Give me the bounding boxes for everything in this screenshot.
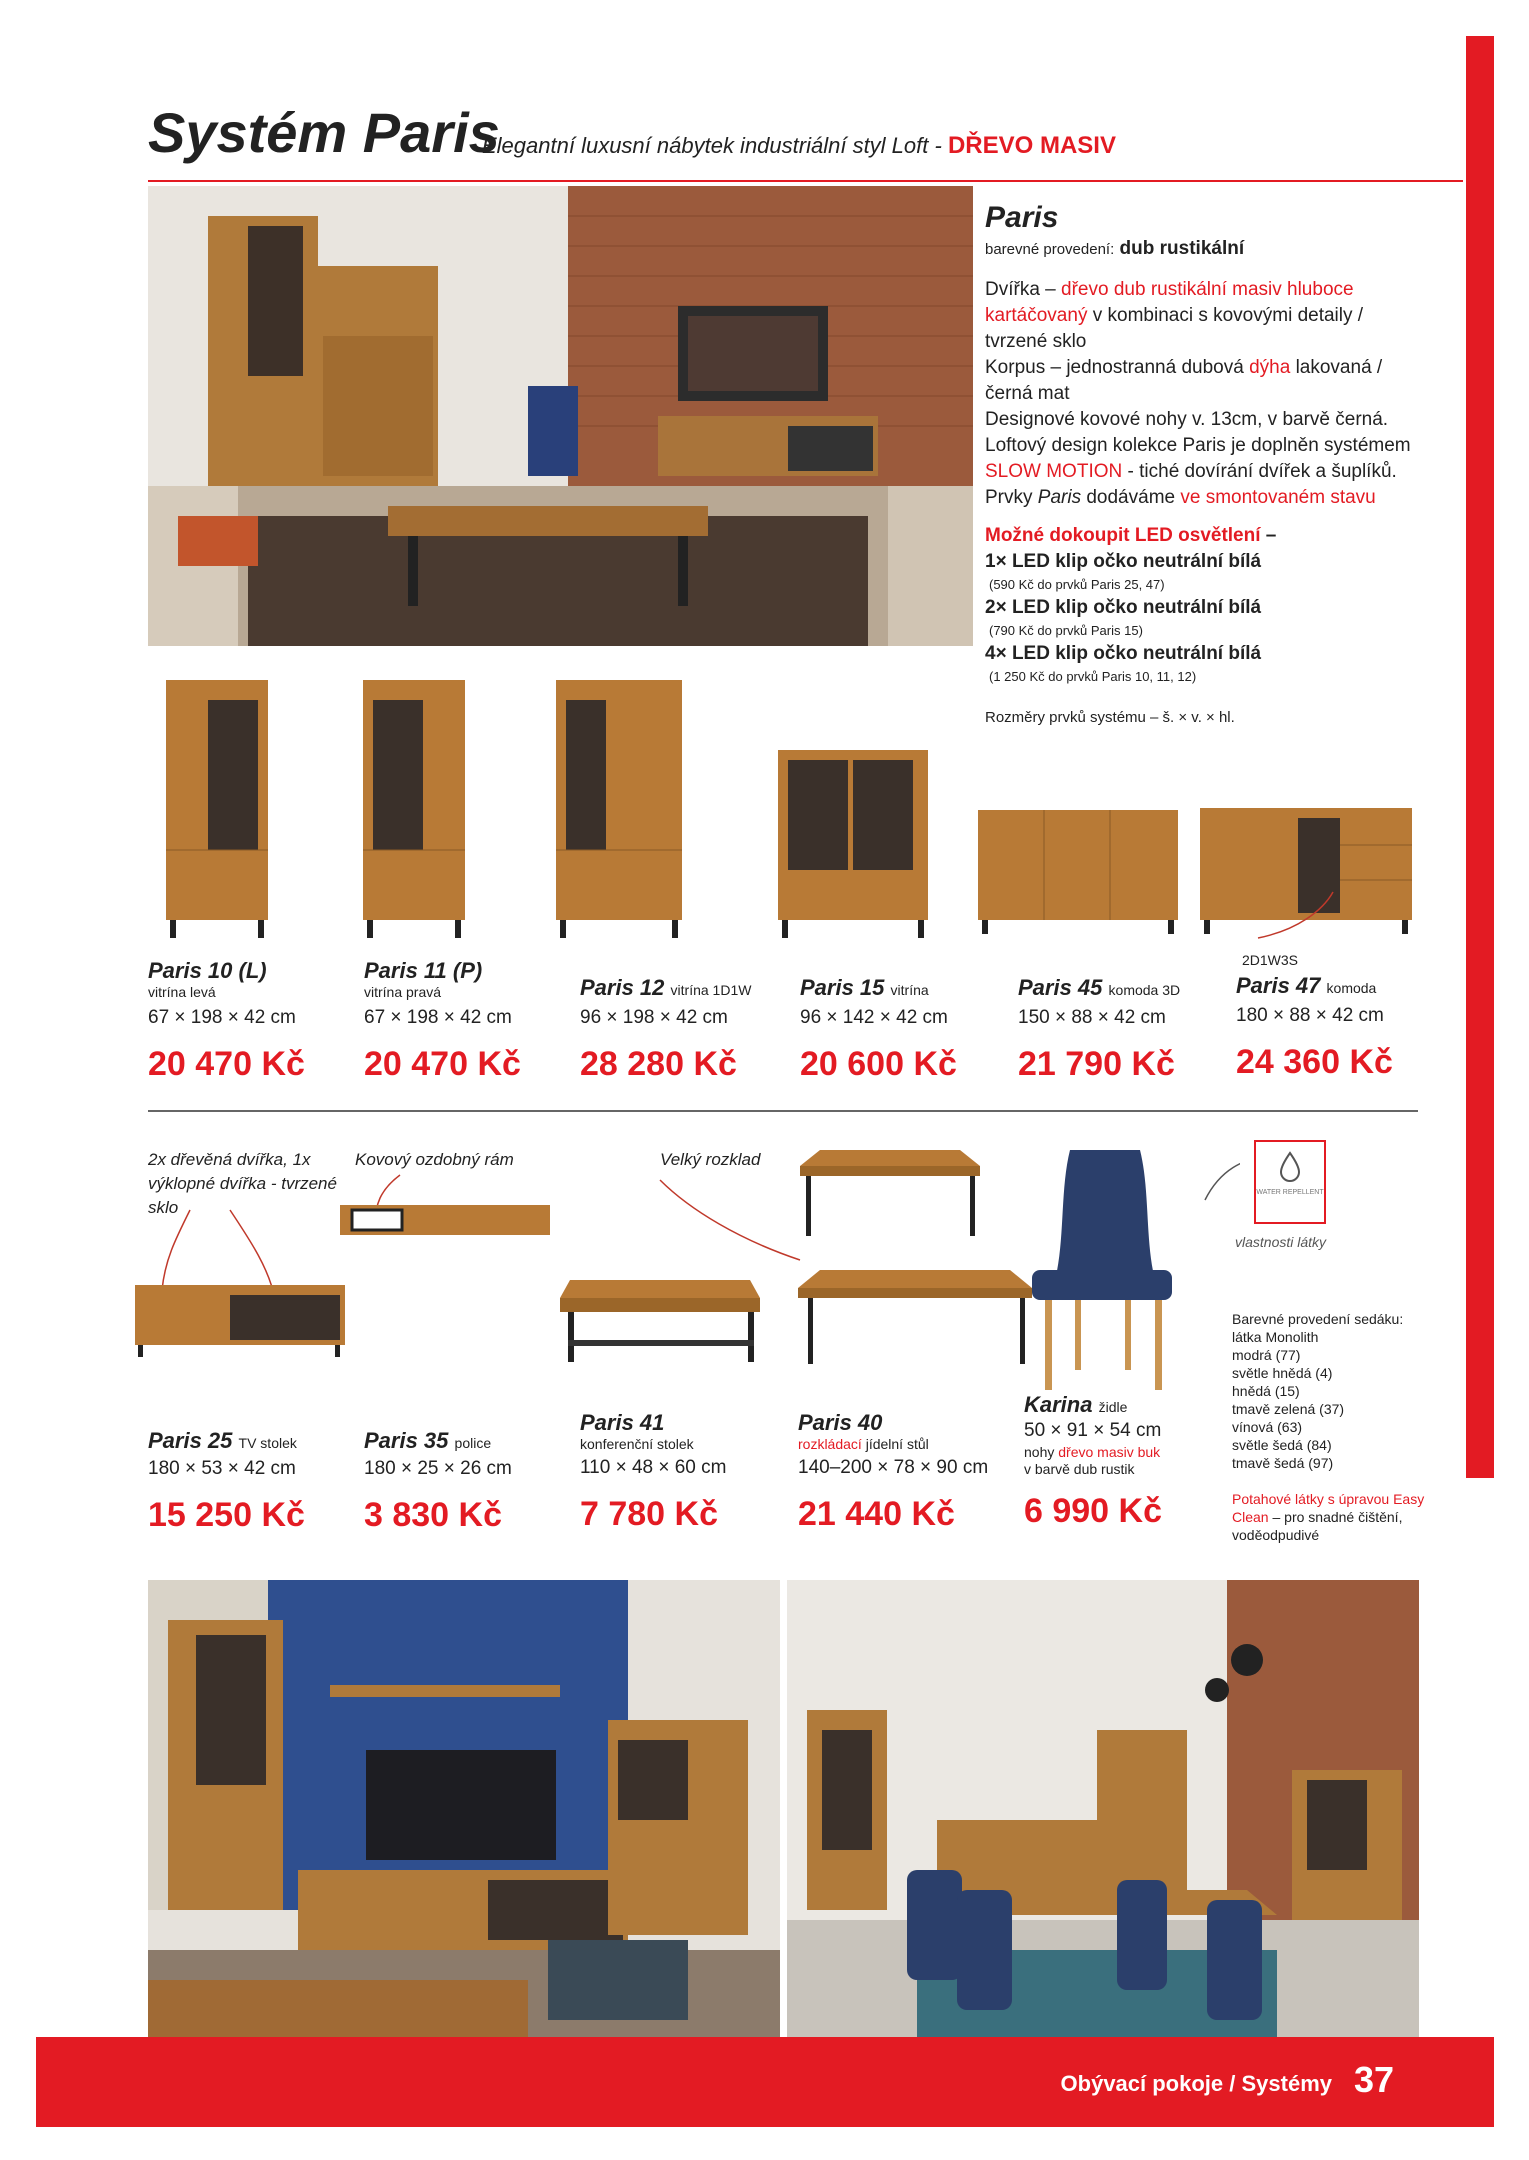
product-type: komoda (1326, 980, 1377, 996)
product-dimensions: 50 × 91 × 54 cm (1024, 1420, 1162, 1441)
callout-fabric: vlastnosti látky (1235, 1234, 1327, 1250)
side-accent-bar (1466, 36, 1494, 1478)
product-dimensions: 67 × 198 × 42 cm (148, 1007, 296, 1028)
paris-25-image (135, 1285, 345, 1357)
seat-fabric: látka Monolith (1232, 1329, 1319, 1345)
page-footer (36, 2037, 1494, 2127)
info-deliver2: dodáváme (1086, 487, 1176, 508)
paris-41-image (560, 1280, 760, 1362)
product-type: komoda 3D (1108, 982, 1181, 998)
product-dimensions: 180 × 53 × 42 cm (148, 1458, 296, 1479)
water-drop-icon (1275, 1150, 1305, 1184)
led-note-1: (590 Kč do prvků Paris 25, 47) (989, 577, 1165, 592)
led-note-3: (1 250 Kč do prvků Paris 10, 11, 12) (989, 669, 1197, 684)
info-body-red: dýha (1249, 357, 1291, 378)
product-dimensions: 150 × 88 × 42 cm (1018, 1007, 1166, 1028)
product-sub: konferenční stolek (580, 1436, 694, 1452)
product-type: police (454, 1435, 492, 1451)
paris-10-image (166, 680, 268, 938)
product-price: 20 470 Kč (148, 1045, 305, 1083)
callout-table: Velký rozklad (660, 1150, 761, 1169)
paris-47-image (1200, 808, 1412, 938)
info-color-label: barevné provedení: (985, 241, 1115, 258)
product-paris-11 (364, 958, 521, 1084)
info-loft2: - tiché dovírání dvířek a šuplíků. (1127, 461, 1397, 482)
info-doors-rest: v kombinaci s kovovými detaily / tvrzené sklo (985, 305, 1364, 352)
product-paris-45 (1018, 975, 1180, 1084)
product-price: 21 790 Kč (1018, 1045, 1175, 1083)
product-name: Paris 12 (580, 975, 665, 1000)
seat-color-options (1232, 1310, 1442, 1544)
seat-color-item: tmavě zelená (37) (1232, 1401, 1345, 1417)
seat-color-item: tmavě šedá (97) (1232, 1455, 1334, 1471)
product-paris-35 (364, 1428, 512, 1535)
product-paris-47 (1236, 952, 1393, 1082)
info-name: Paris (985, 201, 1059, 234)
product-type: vitrína (890, 982, 929, 998)
seat-color-item: vínová (63) (1232, 1419, 1303, 1435)
header-rule (148, 180, 1463, 182)
product-dimensions: 110 × 48 × 60 cm (580, 1457, 727, 1478)
furniture-row2-images (120, 1130, 1240, 1420)
info-deliver-italic: Paris (1037, 487, 1082, 508)
product-dimensions: 140–200 × 78 × 90 cm (798, 1457, 989, 1478)
product-price: 28 280 Kč (580, 1045, 737, 1083)
product-name: Paris 11 (P) (364, 958, 483, 983)
product-paris-41 (580, 1410, 726, 1534)
product-dimensions: 96 × 142 × 42 cm (800, 1007, 948, 1028)
subtitle-text: Elegantní luxusní nábytek industriální styl Loft - (482, 133, 942, 158)
chair-legs-2: v barvě dub rustik (1024, 1461, 1135, 1477)
product-type: židle (1098, 1399, 1128, 1415)
led-option-2: 2× LED klip očko neutrální bílá (985, 597, 1262, 618)
easy-clean-rest: – pro snadné čištění, voděodpudivé (1232, 1509, 1403, 1543)
product-name: Paris 10 (L) (148, 958, 267, 983)
product-price: 21 440 Kč (798, 1495, 955, 1533)
footer-section: Obývací pokoje / Systémy (1060, 2071, 1332, 2096)
product-price: 20 600 Kč (800, 1045, 957, 1083)
info-doors-label: Dvířka – (985, 279, 1056, 300)
room-photo-dining (787, 1580, 1419, 2037)
easy-clean-red: Potahové látky s úpravou Easy Clean (1232, 1491, 1425, 1525)
product-name: Paris 41 (580, 1410, 665, 1435)
room-photo-living (148, 186, 973, 646)
product-paris-15 (800, 975, 957, 1084)
product-sub: jídelní stůl (865, 1436, 929, 1452)
info-legs: Designové kovové nohy v. 13cm, v barvě černá. (985, 409, 1389, 430)
info-color-value: dub rustikální (1119, 238, 1245, 259)
product-type: TV stolek (238, 1435, 297, 1451)
karina-chair-image (1032, 1150, 1172, 1390)
led-note-2: (790 Kč do prvků Paris 15) (989, 623, 1143, 638)
product-karina (1024, 1392, 1162, 1531)
product-price: 24 360 Kč (1236, 1043, 1393, 1081)
product-name: Paris 35 (364, 1428, 449, 1453)
product-sub-red: rozkládací (798, 1436, 862, 1452)
product-name: Paris 15 (800, 975, 885, 1000)
chair-legs-red: dřevo masiv buk (1058, 1444, 1161, 1460)
paris-35-image (340, 1205, 550, 1235)
product-sub: vitrína levá (148, 984, 216, 1000)
product-price: 6 990 Kč (1024, 1492, 1162, 1530)
led-option-3: 4× LED klip očko neutrální bílá (985, 643, 1262, 664)
water-repellent-badge (1254, 1140, 1326, 1224)
room-photo-tv-wall (148, 1580, 780, 2037)
product-dimensions: 96 × 198 × 42 cm (580, 1007, 728, 1028)
info-body-label: Korpus – jednostranná dubová (985, 357, 1244, 378)
seat-color-item: hnědá (15) (1232, 1383, 1300, 1399)
led-title: Možné dokoupit LED osvětlení (985, 525, 1261, 546)
product-price: 20 470 Kč (364, 1045, 521, 1083)
callout-frame: Kovový ozdobný rám (355, 1150, 514, 1169)
paris-40-image (798, 1150, 1032, 1364)
product-name: Karina (1024, 1392, 1093, 1417)
product-name: Paris 40 (798, 1410, 883, 1435)
product-paris-10 (148, 958, 305, 1084)
callout-tv-stand: 2x dřevěná dvířka, 1x výklopné dvířka - tvrzené sklo (148, 1150, 337, 1217)
info-loft-red: SLOW MOTION (985, 461, 1123, 482)
product-name: Paris 47 (1236, 973, 1321, 998)
info-deliver1: Prvky (985, 487, 1033, 508)
section-divider (148, 1110, 1418, 1112)
info-loft1: Loftový design kolekce Paris je doplněn systémem (985, 435, 1411, 456)
page-subtitle (482, 132, 1116, 160)
product-name: Paris 25 (148, 1428, 233, 1453)
info-deliver-red: ve smontovaném stavu (1180, 487, 1376, 508)
dims-note: Rozměry prvků systému – š. × v. × hl. (985, 709, 1235, 726)
seat-color-item: světle hnědá (4) (1232, 1365, 1333, 1381)
paris-11-image (363, 680, 465, 938)
product-type: vitrína 1D1W (670, 982, 752, 998)
product-paris-40 (798, 1410, 988, 1534)
product-info (985, 200, 1425, 731)
page-title: Systém Paris (148, 101, 500, 164)
product-dimensions: 180 × 88 × 42 cm (1236, 1005, 1384, 1026)
info-doors-red: dřevo dub rustikální masiv hluboce kartáčovaný (985, 279, 1354, 326)
seat-color-item: světle šedá (84) (1232, 1437, 1332, 1453)
product-dimensions: 180 × 25 × 26 cm (364, 1458, 512, 1479)
led-dash: – (1265, 525, 1277, 546)
product-paris-25 (148, 1428, 305, 1535)
product-price: 7 780 Kč (580, 1495, 718, 1533)
product-price: 15 250 Kč (148, 1496, 305, 1534)
paris-15-image (778, 750, 928, 938)
product-sub: vitrína pravá (364, 984, 442, 1000)
seat-color-item: modrá (77) (1232, 1347, 1301, 1363)
info-body-rest: lakovaná / černá mat (985, 357, 1383, 404)
product-code: 2D1W3S (1242, 952, 1299, 968)
product-price: 3 830 Kč (364, 1496, 502, 1534)
page-number: 37 (1353, 2059, 1394, 2100)
furniture-row1-images (148, 670, 1428, 940)
product-name: Paris 45 (1018, 975, 1103, 1000)
water-repellent-label: WATER REPELLENT (1256, 1189, 1324, 1196)
paris-12-image (556, 680, 682, 938)
led-option-1: 1× LED klip očko neutrální bílá (985, 551, 1262, 572)
product-dimensions: 67 × 198 × 42 cm (364, 1007, 512, 1028)
subtitle-accent: DŘEVO MASIV (947, 132, 1116, 159)
product-paris-12 (580, 975, 751, 1084)
seat-title: Barevné provedení sedáku: (1232, 1311, 1404, 1327)
chair-legs-1: nohy (1024, 1444, 1055, 1460)
paris-45-image (978, 810, 1178, 934)
